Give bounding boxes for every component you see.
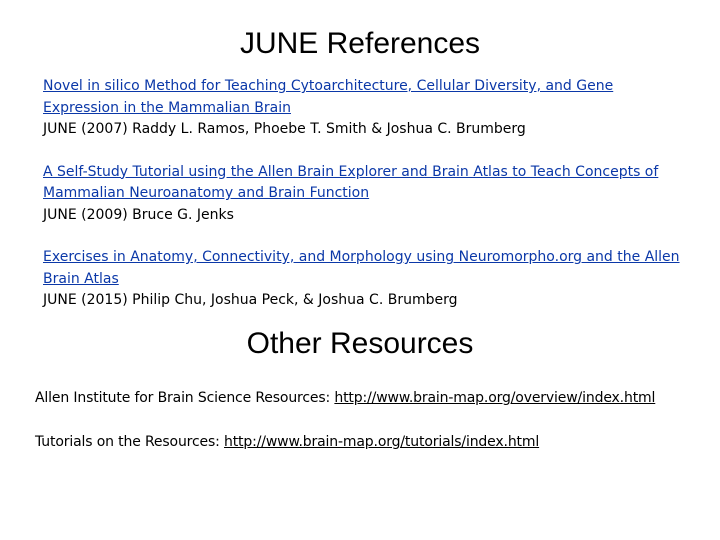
resource-item <box>35 432 715 453</box>
reference-item <box>43 76 683 141</box>
reference-item <box>43 247 683 312</box>
reference-link[interactable]: Novel in silico Method for Teaching Cytoarchitecture, Cellular Diversity, and Gene Expression in the Mammalian Brain <box>43 78 614 116</box>
reference-list <box>43 76 683 333</box>
reference-link[interactable]: A Self-Study Tutorial using the Allen Brain Explorer and Brain Atlas to Teach Concepts of Mammalian Neuroanatomy and Brain Function <box>43 163 659 201</box>
resource-item <box>35 388 715 409</box>
reference-citation: JUNE (2015) Philip Chu, Joshua Peck, & Joshua C. Brumberg <box>43 292 458 308</box>
resource-label: Allen Institute for Brain Science Resources: <box>35 390 335 406</box>
resource-url-link[interactable]: http://www.brain-map.org/tutorials/index.html <box>224 434 540 450</box>
slide-title: JUNE References <box>239 27 481 60</box>
reference-link[interactable]: Exercises in Anatomy, Connectivity, and Morphology using Neuromorpho.org and the Allen Brain Atlas <box>43 249 680 287</box>
reference-item <box>43 162 683 227</box>
resource-url-link[interactable]: http://www.brain-map.org/overview/index.html <box>334 390 656 406</box>
reference-citation: JUNE (2007) Raddy L. Ramos, Phoebe T. Smith & Joshua C. Brumberg <box>43 121 526 137</box>
reference-citation: JUNE (2009) Bruce G. Jenks <box>43 206 234 223</box>
resource-label: Tutorials on the Resources: <box>35 434 224 450</box>
resource-list <box>35 388 715 476</box>
other-resources-title: Other Resources <box>246 327 474 360</box>
